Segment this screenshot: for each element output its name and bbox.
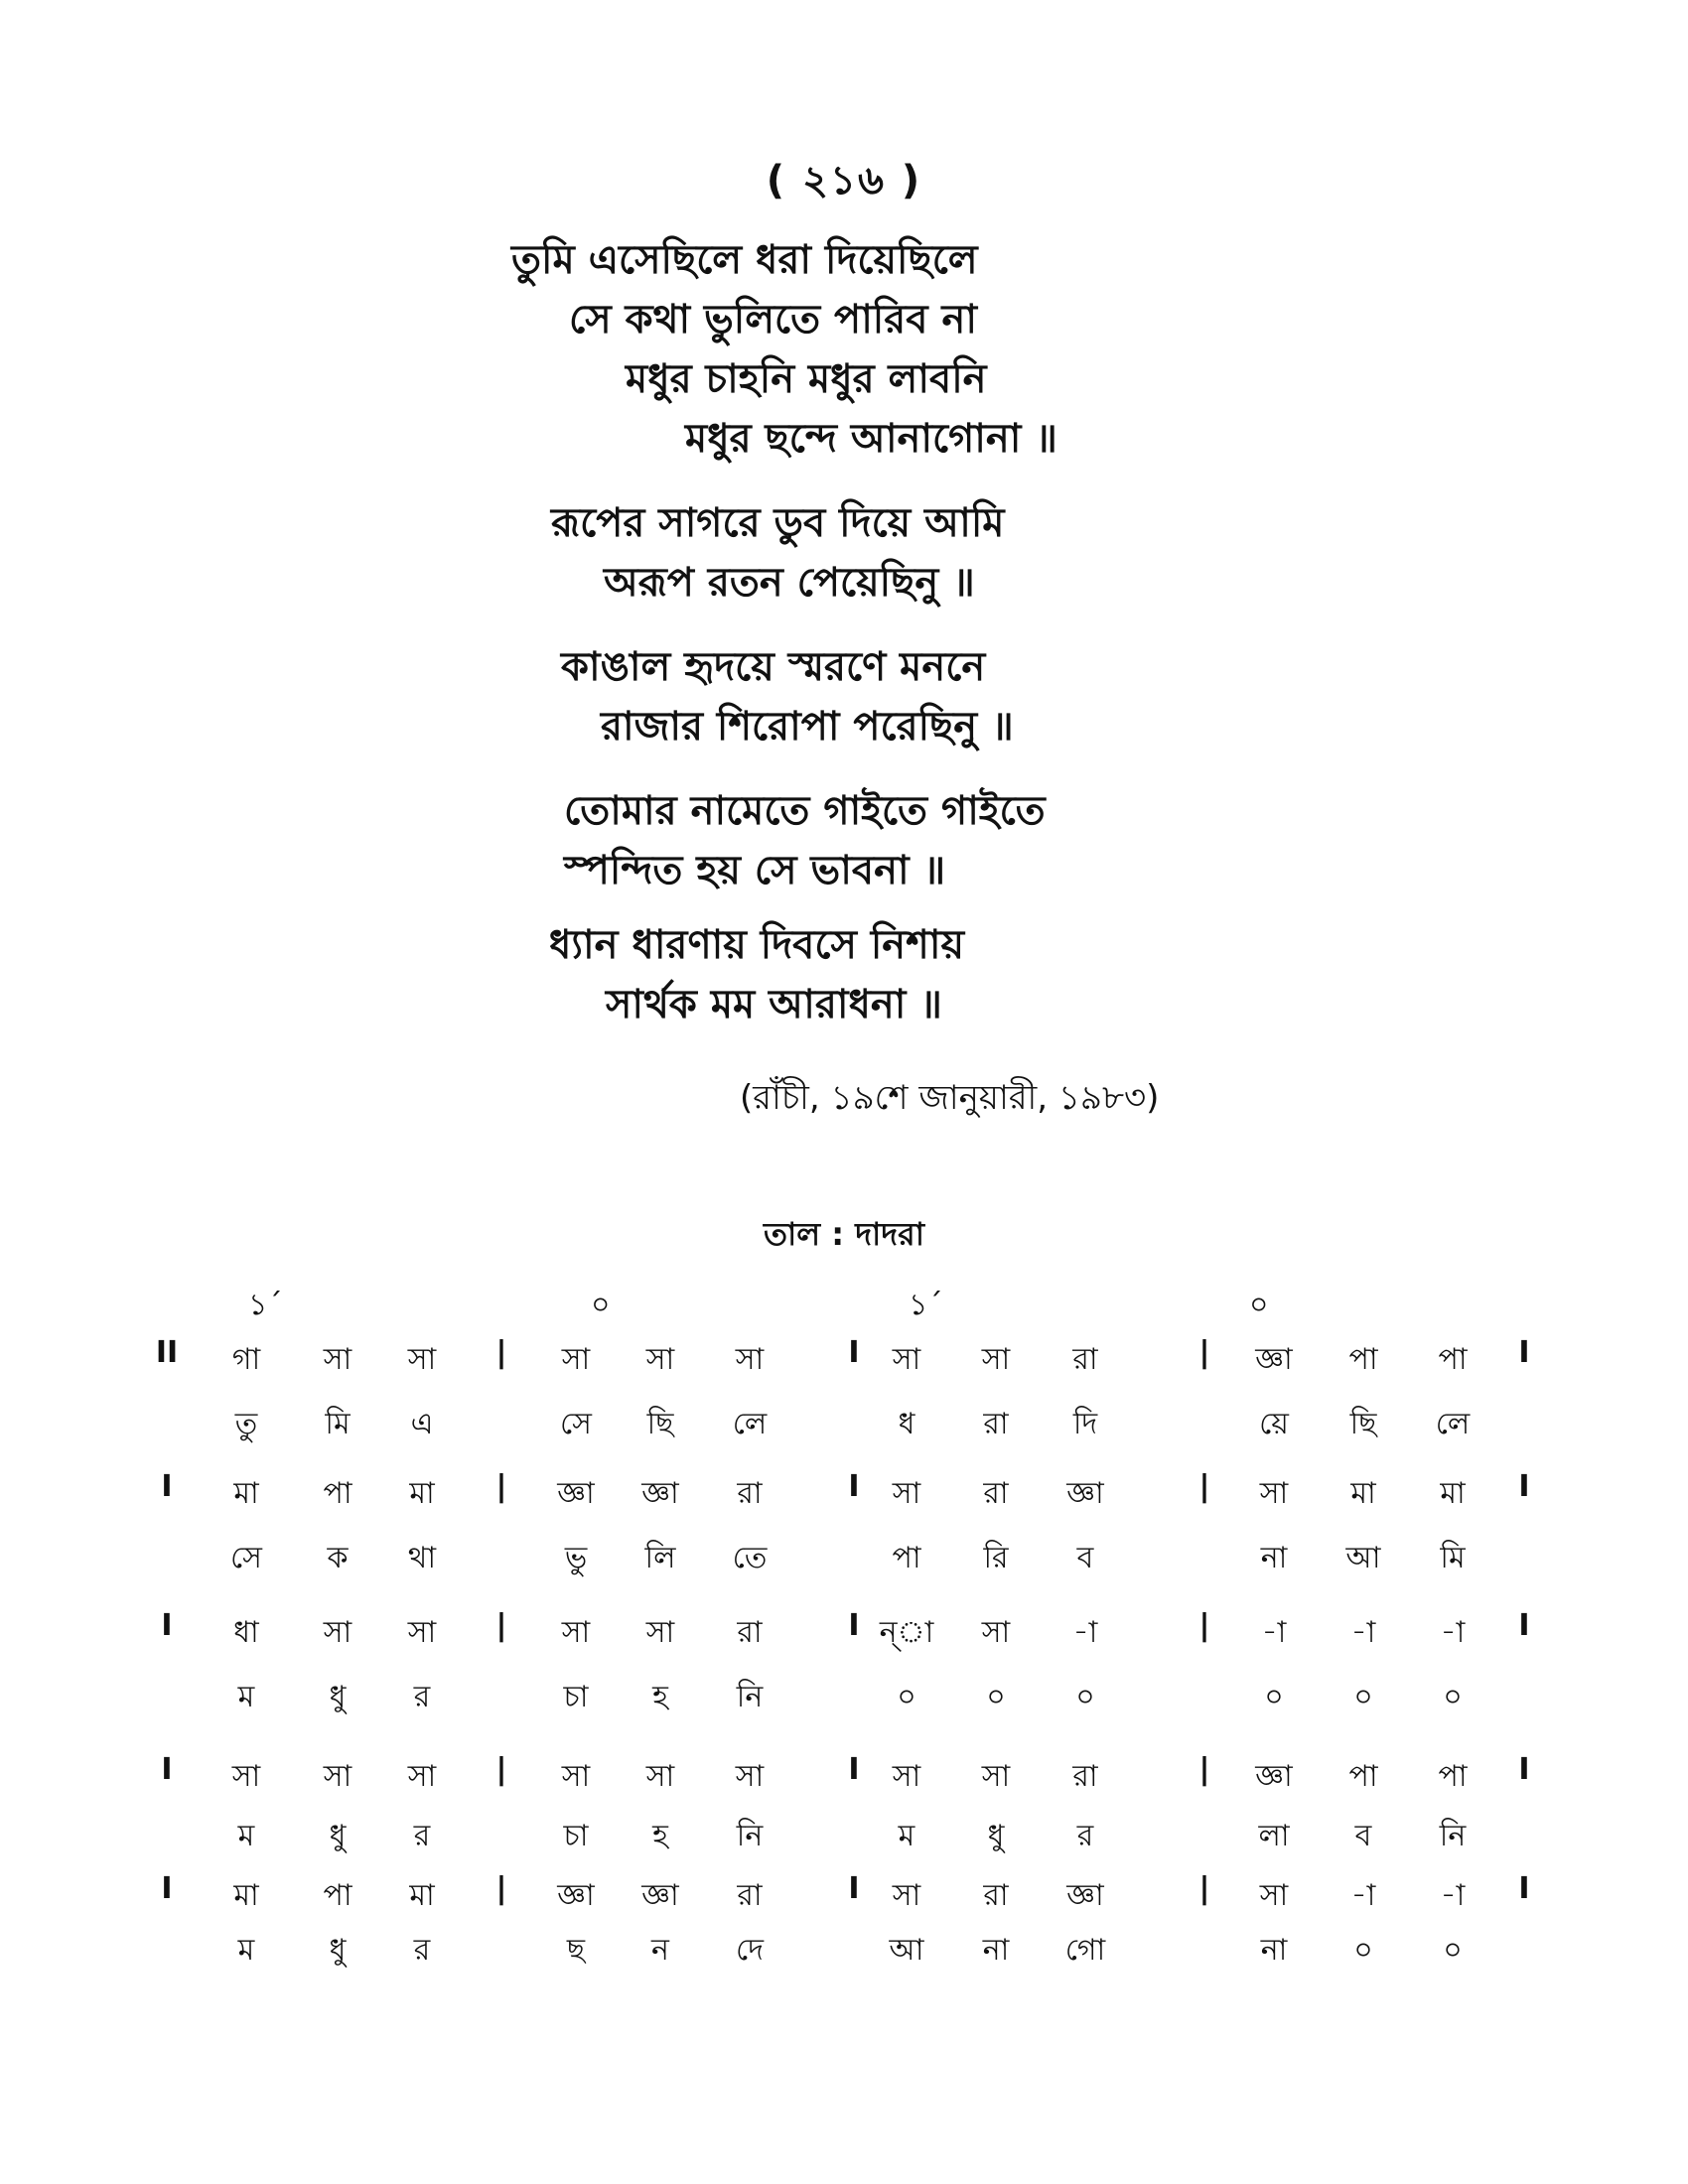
- lyric-syllable: ক: [327, 1541, 349, 1575]
- lyric-syllable: না: [982, 1933, 1010, 1968]
- swara-note: সা: [561, 1342, 591, 1377]
- swara-note: -া: [1440, 1878, 1466, 1913]
- bar-line: I: [848, 1469, 860, 1504]
- swara-note: পা: [1348, 1759, 1378, 1794]
- swara-note: জ্ঞা: [1255, 1759, 1293, 1794]
- swara-note: -া: [1350, 1878, 1376, 1913]
- swara-note: রা: [983, 1476, 1009, 1511]
- lyric-syllable: ০: [1443, 1933, 1463, 1968]
- lyric-syllable: ধু: [329, 1819, 347, 1853]
- bar-line: I: [848, 1335, 860, 1370]
- swara-note: রা: [1072, 1342, 1098, 1377]
- lyric-syllable: ধু: [329, 1933, 347, 1968]
- swara-note: সা: [407, 1342, 437, 1377]
- lyric-syllable: য়ে: [1259, 1407, 1289, 1441]
- bar-line: I: [1518, 1469, 1530, 1504]
- swara-note: পা: [323, 1878, 352, 1913]
- lyric-syllable: সে: [560, 1407, 592, 1441]
- lyric-syllable: ম: [237, 1819, 255, 1853]
- lyric-syllable: আ: [1345, 1541, 1381, 1575]
- lyric-syllable: নি: [736, 1680, 764, 1714]
- lyric-syllable: ম: [898, 1819, 915, 1853]
- swara-note: সা: [323, 1615, 352, 1650]
- swara-note: জ্ঞা: [1255, 1342, 1293, 1377]
- lyric-syllable: র: [1076, 1819, 1094, 1853]
- lyric-syllable: ০: [897, 1680, 916, 1714]
- lyric-syllable: সে: [230, 1541, 262, 1575]
- bar-line: |: [1198, 1469, 1210, 1504]
- swara-note: সা: [323, 1759, 352, 1794]
- swara-note: গা: [231, 1342, 261, 1377]
- swara-note: মা: [409, 1878, 435, 1913]
- bar-line: I: [848, 1608, 860, 1643]
- lyric-syllable: নি: [1439, 1819, 1467, 1853]
- swara-note: সা: [231, 1759, 261, 1794]
- swara-note: মা: [1350, 1476, 1376, 1511]
- bar-line: I: [1518, 1608, 1530, 1643]
- lyric-syllable: ০: [1353, 1933, 1373, 1968]
- swara-note: রা: [737, 1476, 763, 1511]
- lyric-syllable: লা: [1258, 1819, 1290, 1853]
- lyric-syllable: দি: [1072, 1407, 1098, 1441]
- bar-line: I: [161, 1469, 173, 1504]
- swara-note: -া: [1440, 1615, 1466, 1650]
- bar-line: I: [848, 1871, 860, 1906]
- swara-note: জ্ঞা: [1066, 1476, 1104, 1511]
- swara-note: সা: [1259, 1878, 1289, 1913]
- lyric-line: কাঙাল হৃদয়ে স্মরণে মননে: [561, 644, 986, 690]
- lyric-line: মধুর চাহনি মধুর লাবনি: [626, 356, 987, 402]
- lyric-syllable: ব: [1076, 1541, 1094, 1575]
- lyric-line: সার্থক মম আরাধনা ॥: [606, 982, 942, 1027]
- swara-note: সা: [645, 1342, 675, 1377]
- lyric-syllable: হ: [652, 1819, 668, 1853]
- lyric-line: রাজার শিরোপা পরেছিনু ॥: [601, 704, 1014, 750]
- lyric-line: স্পন্দিত হয় সে ভাবনা ॥: [564, 848, 946, 893]
- swara-note: সা: [892, 1342, 921, 1377]
- swara-note: সা: [892, 1878, 921, 1913]
- lyric-syllable: রা: [983, 1407, 1009, 1441]
- lyric-syllable: ০: [1264, 1680, 1284, 1714]
- lyric-syllable: এ: [410, 1407, 434, 1441]
- bar-line: |: [495, 1335, 507, 1370]
- swara-note: সা: [561, 1615, 591, 1650]
- swara-note: সা: [645, 1615, 675, 1650]
- lyric-syllable: ০: [1353, 1680, 1373, 1714]
- lyric-syllable: গো: [1064, 1933, 1106, 1968]
- swara-note: জ্ঞা: [557, 1476, 595, 1511]
- lyric-syllable: ছি: [1349, 1407, 1377, 1441]
- lyric-syllable: ম: [237, 1933, 255, 1968]
- bar-line: II: [155, 1335, 179, 1370]
- beat-mark: ১´: [248, 1288, 283, 1322]
- lyric-syllable: ছি: [646, 1407, 674, 1441]
- composition-dateline: (রাঁচী, ১৯শে জানুয়ারী, ১৯৮৩): [740, 1078, 1160, 1118]
- bar-line: |: [1198, 1871, 1210, 1906]
- swara-note: সা: [735, 1342, 765, 1377]
- lyric-syllable: ০: [1075, 1680, 1095, 1714]
- bar-line: |: [495, 1608, 507, 1643]
- swara-note: -া: [1072, 1615, 1098, 1650]
- lyric-syllable: থা: [407, 1541, 437, 1575]
- bar-line: |: [495, 1752, 507, 1787]
- lyric-syllable: লে: [1435, 1407, 1471, 1441]
- lyric-line: ধ্যান ধারণায় দিবসে নিশায়: [549, 922, 965, 968]
- lyric-syllable: দে: [736, 1933, 764, 1968]
- lyric-syllable: তু: [234, 1407, 258, 1441]
- lyric-syllable: লি: [644, 1541, 676, 1575]
- lyric-syllable: না: [1260, 1541, 1288, 1575]
- swara-note: জ্ঞা: [557, 1878, 595, 1913]
- lyric-syllable: নি: [736, 1819, 764, 1853]
- lyric-line: মধুর ছন্দে আনাগোনা ॥: [685, 416, 1057, 462]
- swara-note: মা: [233, 1878, 259, 1913]
- swara-note: সা: [645, 1759, 675, 1794]
- lyric-line: অরূপ রতন পেয়েছিনু ॥: [604, 560, 975, 606]
- swara-note: পা: [1438, 1342, 1468, 1377]
- swara-note: সা: [1259, 1476, 1289, 1511]
- bar-line: I: [161, 1871, 173, 1906]
- swara-note: পা: [1348, 1342, 1378, 1377]
- lyric-syllable: চা: [563, 1680, 589, 1714]
- lyric-line: তোমার নামেতে গাইতে গাইতে: [564, 788, 1046, 834]
- swara-note: পা: [323, 1476, 352, 1511]
- lyric-syllable: ছ: [566, 1933, 586, 1968]
- beat-mark: ১´: [909, 1288, 943, 1322]
- lyric-syllable: র: [413, 1819, 431, 1853]
- tala-label: তাল : দাদরা: [764, 1215, 924, 1253]
- bar-line: |: [1198, 1335, 1210, 1370]
- bar-line: I: [848, 1752, 860, 1787]
- lyric-syllable: ধু: [329, 1680, 347, 1714]
- lyric-syllable: আ: [889, 1933, 924, 1968]
- swara-note: -া: [1350, 1615, 1376, 1650]
- beat-mark: ০: [591, 1288, 611, 1322]
- swara-note: সা: [323, 1342, 352, 1377]
- swara-note: মা: [233, 1476, 259, 1511]
- lyric-syllable: ০: [986, 1680, 1006, 1714]
- swara-note: ন্া: [879, 1615, 934, 1650]
- swara-note: সা: [407, 1759, 437, 1794]
- bar-line: I: [161, 1752, 173, 1787]
- lyric-syllable: না: [1260, 1933, 1288, 1968]
- swara-note: পা: [1438, 1759, 1468, 1794]
- swara-note: সা: [407, 1615, 437, 1650]
- swara-note: সা: [561, 1759, 591, 1794]
- lyric-syllable: মি: [1440, 1541, 1466, 1575]
- swara-note: মা: [1440, 1476, 1466, 1511]
- swara-note: সা: [981, 1615, 1011, 1650]
- lyric-syllable: মি: [325, 1407, 351, 1441]
- beat-mark: ০: [1249, 1288, 1269, 1322]
- lyric-syllable: র: [413, 1680, 431, 1714]
- bar-line: I: [1518, 1752, 1530, 1787]
- lyric-syllable: তে: [732, 1541, 768, 1575]
- lyric-line: রূপের সাগরে ডুব দিয়ে আমি: [551, 500, 1005, 546]
- lyric-line: সে কথা ভুলিতে পারিব না: [569, 297, 977, 342]
- bar-line: |: [1198, 1752, 1210, 1787]
- swara-note: জ্ঞা: [1066, 1878, 1104, 1913]
- swara-note: ধা: [233, 1615, 259, 1650]
- lyric-line: তুমি এসেছিলে ধরা দিয়েছিলে: [511, 237, 978, 283]
- swara-note: সা: [892, 1476, 921, 1511]
- lyric-syllable: ধ: [898, 1407, 915, 1441]
- lyric-syllable: র: [413, 1933, 431, 1968]
- swara-note: রা: [737, 1615, 763, 1650]
- bar-line: I: [1518, 1871, 1530, 1906]
- swara-note: -া: [1261, 1615, 1287, 1650]
- lyric-syllable: ০: [1443, 1680, 1463, 1714]
- lyric-syllable: রি: [983, 1541, 1009, 1575]
- bar-line: I: [161, 1608, 173, 1643]
- swara-note: রা: [737, 1878, 763, 1913]
- bar-line: |: [495, 1469, 507, 1504]
- lyric-syllable: ভু: [564, 1541, 588, 1575]
- lyric-syllable: চা: [563, 1819, 589, 1853]
- lyric-syllable: ধু: [987, 1819, 1005, 1853]
- lyric-syllable: ন: [651, 1933, 669, 1968]
- lyric-syllable: পা: [892, 1541, 921, 1575]
- page-number: ( ২১৬ ): [766, 158, 922, 204]
- lyric-syllable: লে: [732, 1407, 768, 1441]
- bar-line: |: [495, 1871, 507, 1906]
- swara-note: সা: [735, 1759, 765, 1794]
- swara-note: সা: [981, 1759, 1011, 1794]
- bar-line: |: [1198, 1608, 1210, 1643]
- swara-note: জ্ঞা: [641, 1476, 679, 1511]
- lyric-syllable: ব: [1354, 1819, 1372, 1853]
- lyric-syllable: হ: [652, 1680, 668, 1714]
- bar-line: I: [1518, 1335, 1530, 1370]
- swara-note: সা: [981, 1342, 1011, 1377]
- swara-note: রা: [983, 1878, 1009, 1913]
- swara-note: মা: [409, 1476, 435, 1511]
- swara-note: জ্ঞা: [641, 1878, 679, 1913]
- swara-note: সা: [892, 1759, 921, 1794]
- swara-note: রা: [1072, 1759, 1098, 1794]
- lyric-syllable: ম: [237, 1680, 255, 1714]
